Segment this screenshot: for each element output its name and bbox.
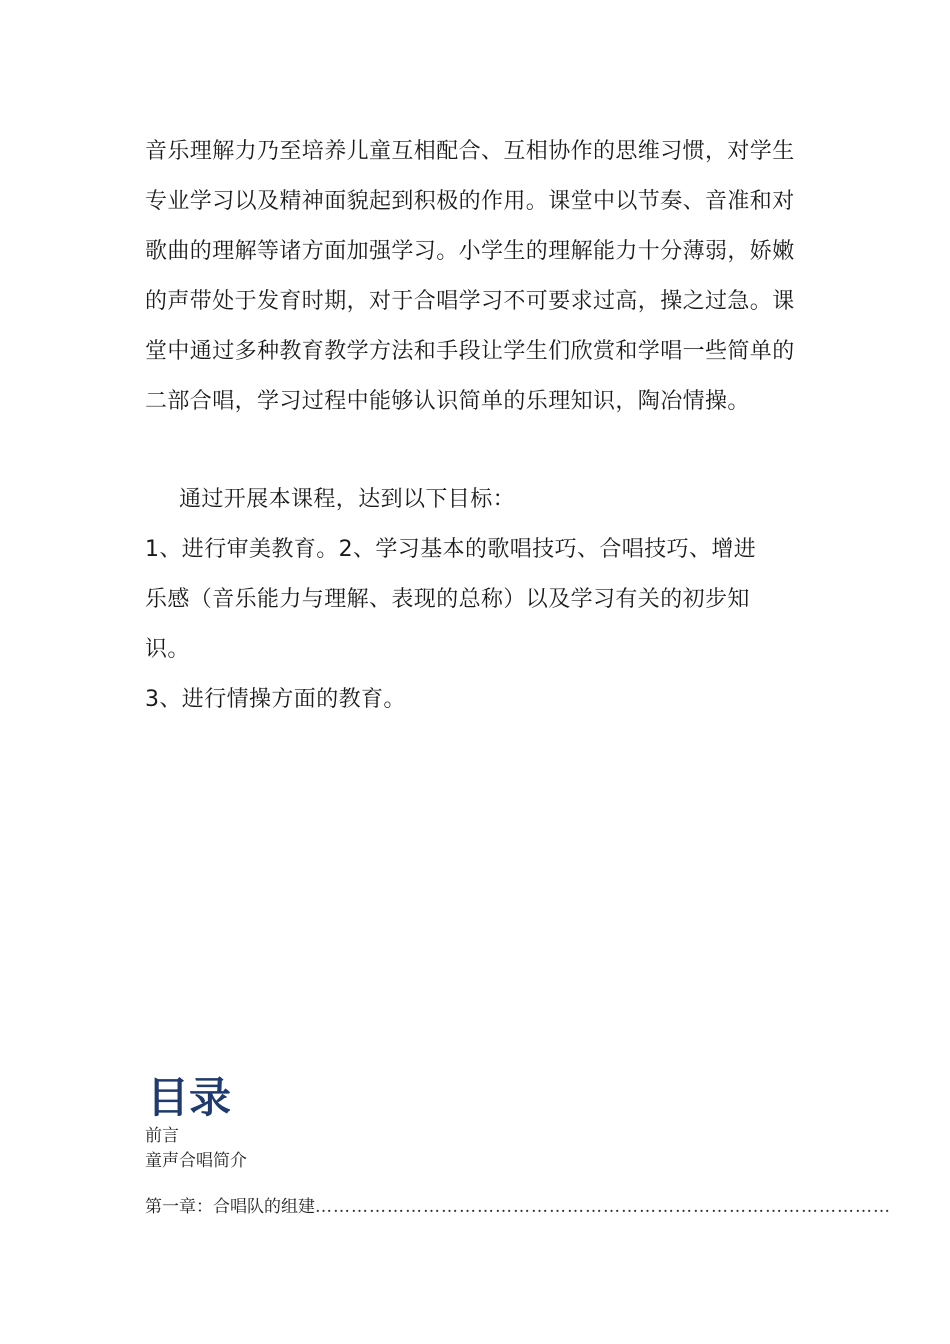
table-of-contents xyxy=(145,1072,891,1220)
goals-line: 乐感（音乐能力与理解、表现的总称）以及学习有关的初步知 xyxy=(145,587,750,612)
paragraph-line: 堂中通过多种教育教学方法和手段让学生们欣赏和学唱一些简单的 xyxy=(145,339,795,364)
goals-line: 识。 xyxy=(145,637,190,662)
toc-leader-dots: …………………………………………………………………………………… xyxy=(315,1197,891,1217)
toc-chapter-label: 第一章：合唱队的组建 xyxy=(145,1197,315,1217)
paragraph-line: 的声带处于发育时期，对于合唱学习不可要求过高，操之过急。课 xyxy=(145,289,795,314)
paragraph-line: 二部合唱，学习过程中能够认识简单的乐理知识，陶冶情操。 xyxy=(145,389,750,414)
goals-line: 3、进行情操方面的教育。 xyxy=(145,687,406,712)
goals-intro: 通过开展本课程，达到以下目标： xyxy=(179,487,516,512)
paragraph-line: 专业学习以及精神面貌起到积极的作用。课堂中以节奏、音准和对 xyxy=(145,189,795,214)
toc-title: 目录 xyxy=(147,1073,232,1122)
goals-line: 1、进行审美教育。2、学习基本的歌唱技巧、合唱技巧、增进 xyxy=(145,537,757,562)
paragraph-line: 歌曲的理解等诸方面加强学习。小学生的理解能力十分薄弱，娇嫩 xyxy=(145,239,795,264)
paragraph-intro xyxy=(145,127,815,427)
goals-section xyxy=(145,475,815,725)
toc-item-chapter-1[interactable] xyxy=(145,1195,891,1220)
toc-item-intro[interactable]: 童声合唱简介 xyxy=(145,1151,247,1171)
toc-item-preface[interactable]: 前言 xyxy=(145,1126,179,1146)
paragraph-line: 音乐理解力乃至培养儿童互相配合、互相协作的思维习惯，对学生 xyxy=(145,139,795,164)
